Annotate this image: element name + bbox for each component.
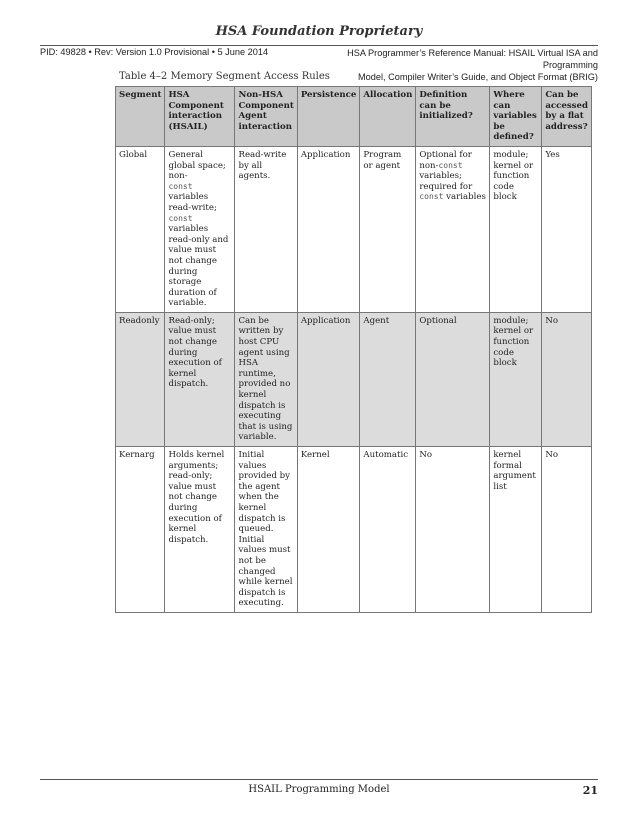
cell-hsa-interaction: Read-only; value must not change during execution of kernel dispatch. — [165, 312, 235, 446]
table-header-row — [116, 87, 592, 147]
cell-allocation: Automatic — [360, 447, 416, 613]
cell-flat-address: No — [542, 447, 592, 613]
column-header-initialization: Definition can be initialized? — [416, 87, 490, 147]
document-id-line: PID: 49828 • Rev: Version 1.0 Provisional • 5 June 2014 — [40, 47, 269, 57]
column-header-persistence: Persistence — [297, 87, 360, 147]
column-header-flat-address: Can be accessed by a flat address? — [542, 87, 592, 147]
cell-allocation: Program or agent — [360, 146, 416, 312]
cell-initialization: No — [416, 447, 490, 613]
code-keyword: const — [438, 160, 463, 170]
cell-where-defined: module; kernel or function code block — [490, 312, 542, 446]
table-row-kernarg — [116, 447, 592, 613]
footer-chapter-title: HSAIL Programming Model — [248, 784, 390, 795]
header-divider — [40, 45, 598, 46]
memory-segment-access-rules-table — [115, 86, 592, 613]
manual-title — [308, 47, 598, 83]
cell-segment: Readonly — [116, 312, 165, 446]
cell-persistence: Application — [297, 146, 360, 312]
cell-text: General global space; non- — [168, 149, 226, 182]
cell-allocation: Agent — [360, 312, 416, 446]
cell-initialization: Optional — [416, 312, 490, 446]
cell-hsa-interaction — [165, 146, 235, 312]
code-keyword: const — [419, 192, 444, 202]
cell-text: Optional for non- — [419, 149, 472, 171]
column-header-non-hsa-agent: Non-HSA Component Agent interaction — [235, 87, 297, 147]
cell-text: variables read-only and value must not change during storage duration of variable. — [168, 224, 229, 309]
cell-where-defined: kernel formal argument list — [490, 447, 542, 613]
cell-flat-address: Yes — [542, 146, 592, 312]
cell-text: variables read-write; — [168, 192, 217, 213]
column-header-segment: Segment — [116, 87, 165, 147]
manual-title-line-2: Model, Compiler Writer’s Guide, and Object Format (BRIG) — [358, 72, 598, 82]
cell-non-hsa-interaction: Initial values provided by the agent when the kernel dispatch is queued. Initial values must not be changed while kernel dispatch is executing. — [235, 447, 297, 613]
cell-segment: Global — [116, 146, 165, 312]
cell-text: variables — [443, 192, 486, 203]
table-caption: Table 4–2 Memory Segment Access Rules — [119, 71, 330, 82]
manual-title-line-1: HSA Programmer’s Reference Manual: HSAIL Virtual ISA and Programming — [347, 48, 598, 70]
footer-divider — [40, 779, 598, 780]
page-number: 21 — [582, 784, 598, 797]
cell-initialization — [416, 146, 490, 312]
cell-text: variables; required for — [419, 171, 473, 192]
cell-persistence: Application — [297, 312, 360, 446]
cell-hsa-interaction: Holds kernel arguments; read-only; value must not change during execution of kernel dispatch. — [165, 447, 235, 613]
column-header-allocation: Allocation — [360, 87, 416, 147]
cell-non-hsa-interaction: Read-write by all agents. — [235, 146, 297, 312]
cell-segment: Kernarg — [116, 447, 165, 613]
column-header-where-defined: Where can variables be defined? — [490, 87, 542, 147]
table-row-readonly — [116, 312, 592, 446]
running-header-title: HSA Foundation Proprietary — [215, 24, 423, 39]
code-keyword: const — [168, 181, 193, 191]
cell-flat-address: No — [542, 312, 592, 446]
cell-where-defined: module; kernel or function code block — [490, 146, 542, 312]
cell-persistence: Kernel — [297, 447, 360, 613]
table-row-global — [116, 146, 592, 312]
code-keyword: const — [168, 213, 193, 223]
column-header-hsa-component: HSA Component interaction (HSAIL) — [165, 87, 235, 147]
cell-non-hsa-interaction: Can be written by host CPU agent using HSA runtime, provided no kernel dispatch is executing that is using variable. — [235, 312, 297, 446]
